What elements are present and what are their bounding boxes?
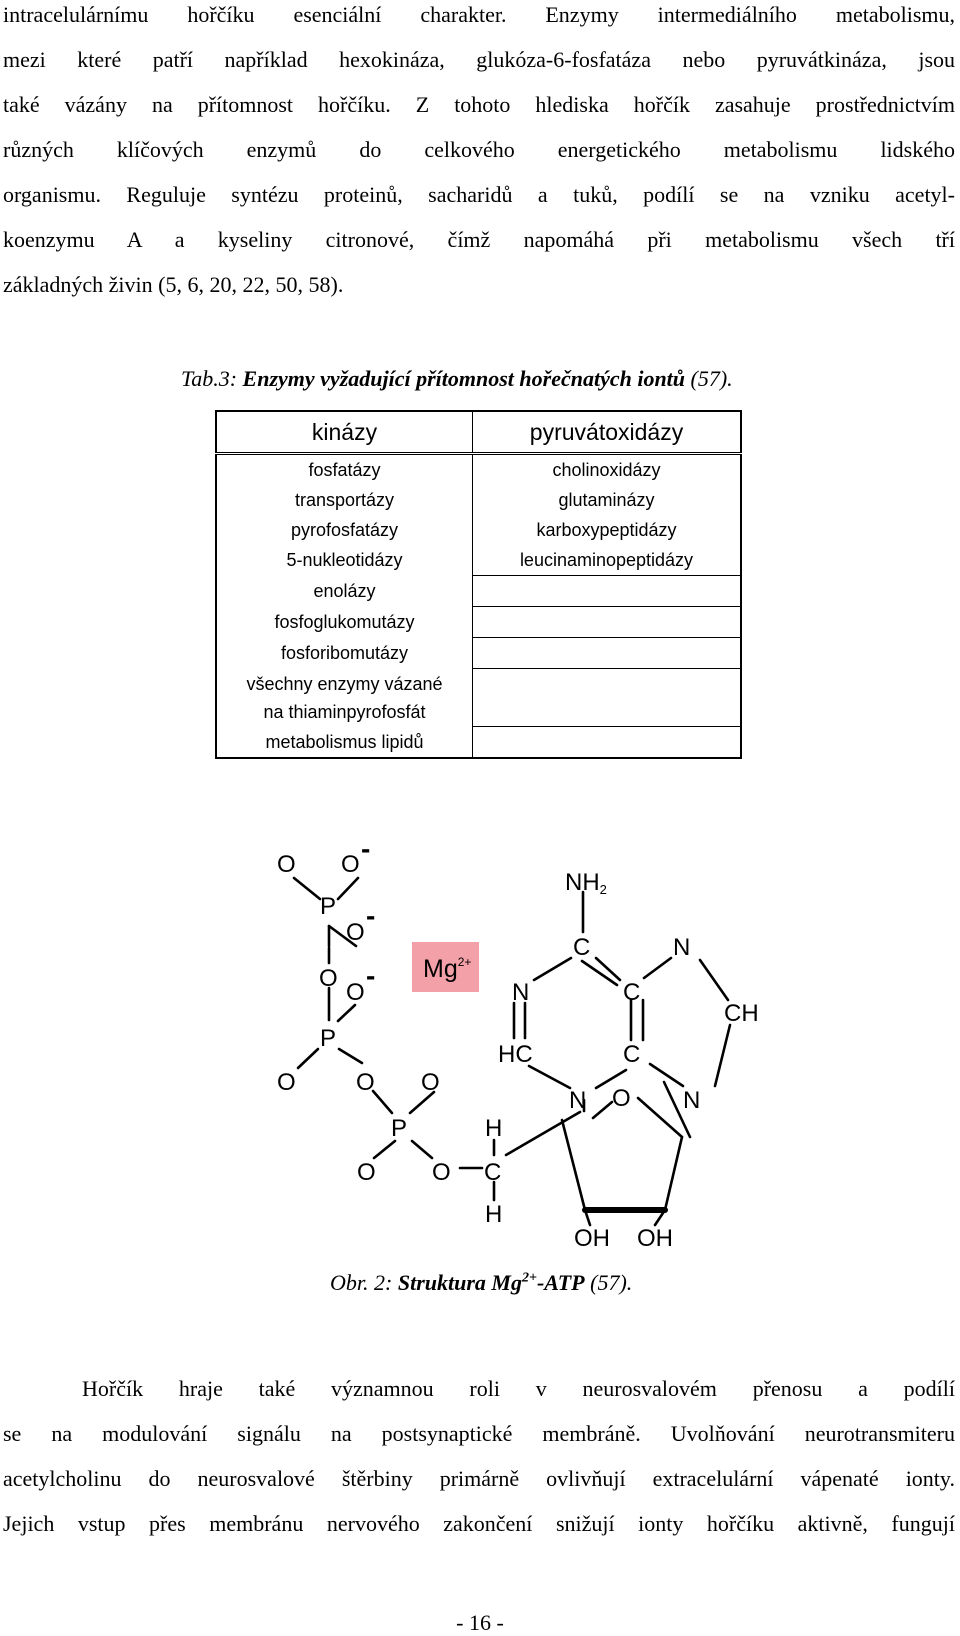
atom-n: N [569,1087,587,1114]
atom-o: O [277,851,296,878]
table-header-kinazy: kinázy [216,411,473,454]
atom-ch: CH [724,1000,759,1027]
atom-hc: HC [498,1041,533,1068]
atom-o: O [421,1069,440,1096]
table-cell: fosfoglukomutázy [216,607,473,638]
atom-n: N [683,1087,701,1114]
table-cell: glutaminázy [558,490,655,510]
figure-caption-ref: (57). [590,1270,633,1295]
table-cell: karboxypeptidázy [536,520,677,540]
figure-caption-title-2: -ATP [536,1270,585,1295]
paragraph2-line-2: se na modulování signálu na postsynaptické membráně. Uvolňování neurotransmiteru [3,1421,955,1446]
atom-c: C [573,934,591,961]
atom-o: O [277,1069,296,1096]
table-header-pyruvatoxidazy: pyruvátoxidázy [473,411,742,454]
figure-caption-title: Struktura Mg [397,1270,522,1295]
negative-charge: - [366,960,376,991]
paragraph1-line-5: organismu. Reguluje syntézu proteinů, sacharidů a tuků, podílí se na vzniku acetyl- [3,182,955,207]
atom-p: P [391,1115,408,1142]
table-cell: 5-nukleotidázy [216,545,473,576]
negative-charge: - [366,900,376,931]
figure-caption-sup: 2+ [521,1270,537,1286]
table-cell: transportázy [216,485,473,515]
atom-c: C [484,1159,502,1186]
paragraph1-line-7: základných živin (5, 6, 20, 22, 50, 58). [3,272,344,297]
paragraph2-line-3: acetylcholinu do neurosvalové štěrbiny primárně ovlivňují extracelulární vápenaté ionty. [3,1466,955,1491]
table-cell: fosfatázy [216,454,473,486]
atom-o: O [612,1085,631,1112]
table-cell: fosforibomutázy [216,638,473,669]
atom-c: C [623,979,641,1006]
atom-o: O [346,919,365,946]
atom-oh: OH [574,1225,610,1252]
table-cell: všechny enzymy vázané na thiaminpyrofosfát [216,669,473,727]
paragraph1-line-4: různých klíčových enzymů do celkového energetického metabolismu lidského [3,137,955,162]
paragraph1-line-6: koenzymu A a kyseliny citronové, čímž napomáhá při metabolismu všech tří [3,227,955,252]
table-cell: metabolismus lipidů [216,727,473,759]
page-number: - 16 - [456,1610,504,1635]
table-cell: pyrofosfatázy [216,515,473,545]
atom-o: O [357,1159,376,1186]
atom-p: P [320,893,337,920]
negative-charge: - [361,833,371,864]
atom-o: O [341,851,360,878]
atom-c: C [623,1041,641,1068]
figure-caption [330,1270,632,1296]
table-cell: cholinoxidázy [552,460,661,480]
atom-n: N [673,934,691,961]
paragraph2-line-4: Jejich vstup přes membránu nervového zakončení snižují ionty hořčíku aktivně, fungují [3,1511,955,1536]
atom-h: H [485,1201,503,1228]
atom-o: O [319,965,338,992]
atom-nh2: NH2 [565,869,607,897]
paragraph1-line-1: intracelulárnímu hořčíku esenciální charakter. Enzymy intermediálního metabolismu, [3,2,955,27]
atom-p: P [320,1025,337,1052]
paragraph2-line-1: Hořčík hraje také významnou roli v neurosvalovém přenosu a podílí [82,1376,955,1401]
figure-caption-prefix: Obr. 2: [330,1270,393,1295]
atom-h: H [485,1115,503,1142]
atom-o: O [346,979,365,1006]
atom-n: N [512,979,530,1006]
table-caption-ref: (57). [690,366,733,391]
atom-o: O [432,1159,451,1186]
mg-ion-label: $Mg^{2+}$ [423,955,472,983]
paragraph1-line-2: mezi které patří například hexokináza, glukóza-6-fosfatáza nebo pyruvátkináza, jsou [3,47,955,72]
table-caption-prefix: Tab.3: [181,366,238,391]
atom-oh: OH [637,1225,673,1252]
table-cell: enolázy [216,576,473,607]
atom-o: O [356,1069,375,1096]
table-cell: leucinaminopeptidázy [473,545,742,576]
paragraph1-line-3: také vázány na přítomnost hořčíku. Z tohoto hlediska hořčík zasahuje prostřednictvím [3,92,955,117]
table-caption-title: Enzymy vyžadující přítomnost hořečnatých iontů [242,366,686,391]
